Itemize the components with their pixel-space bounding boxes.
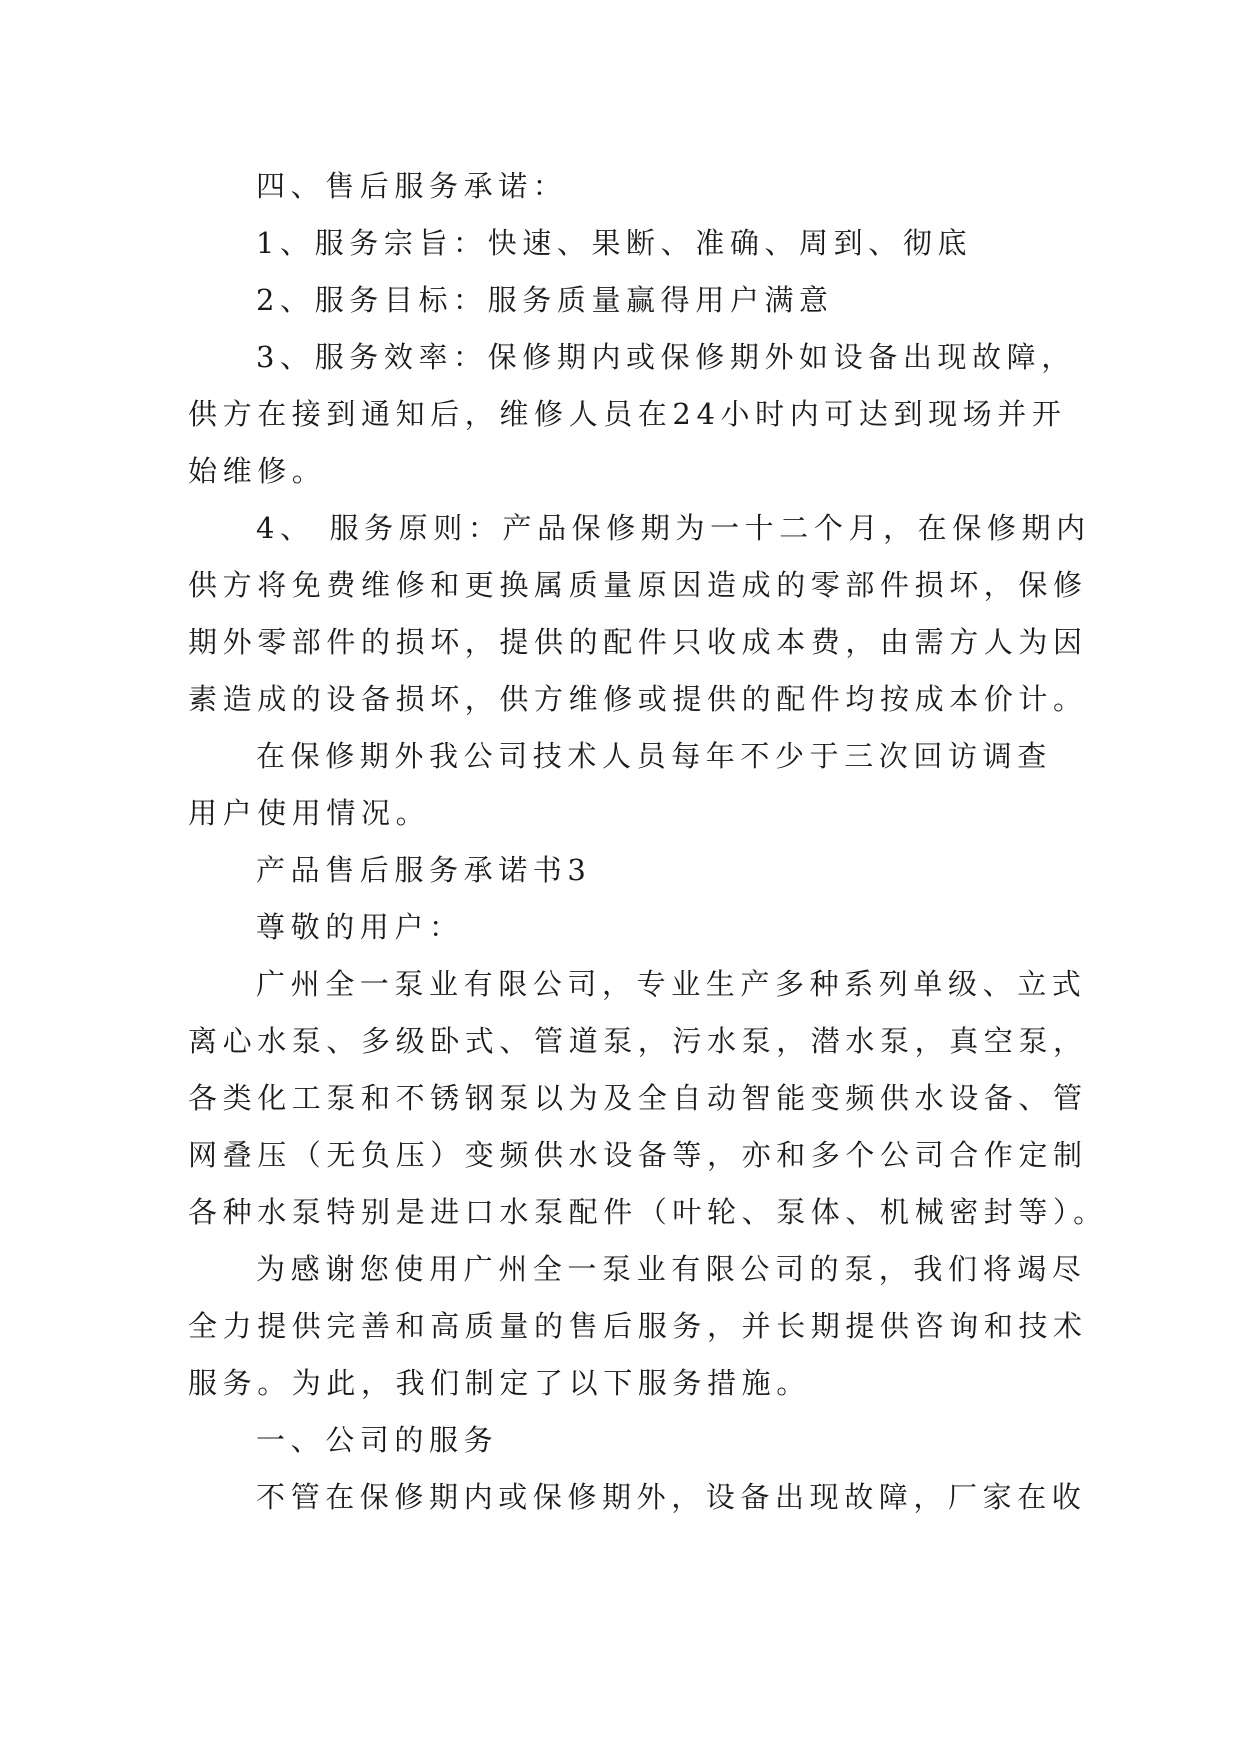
paragraph-line: 期外零部件的损坏，提供的配件只收成本费，由需方人为因 bbox=[188, 625, 1088, 659]
paragraph-line: 不管在保修期内或保修期外，设备出现故障，厂家在收 bbox=[256, 1480, 1087, 1514]
paragraph-line: 1、服务宗旨：快速、果断、准确、周到、彻底 bbox=[256, 226, 973, 260]
paragraph-line: 3、服务效率：保修期内或保修期外如设备出现故障， bbox=[256, 340, 1076, 374]
paragraph-line: 广州全一泵业有限公司，专业生产多种系列单级、立式 bbox=[256, 967, 1087, 1001]
paragraph-line: 用户使用情况。 bbox=[188, 796, 431, 830]
salutation: 尊敬的用户： bbox=[256, 910, 464, 944]
paragraph-line: 始维修。 bbox=[188, 454, 327, 488]
paragraph-line: 服务。为此，我们制定了以下服务措施。 bbox=[188, 1366, 811, 1400]
paragraph-line: 4、 服务原则：产品保修期为一十二个月，在保修期内 bbox=[256, 511, 1091, 545]
paragraph-line: 全力提供完善和高质量的售后服务，并长期提供咨询和技术 bbox=[188, 1309, 1088, 1343]
paragraph-line: 素造成的设备损坏，供方维修或提供的配件均按成本价计。 bbox=[188, 682, 1088, 716]
paragraph-line: 各种水泵特别是进口水泵配件（叶轮、泵体、机械密封等）。 bbox=[188, 1195, 1108, 1229]
paragraph-line: 在保修期外我公司技术人员每年不少于三次回访调查 bbox=[256, 739, 1052, 773]
paragraph-line: 离心水泵、多级卧式、管道泵，污水泵，潜水泵，真空泵， bbox=[188, 1024, 1088, 1058]
paragraph-line: 供方将免费维修和更换属质量原因造成的零部件损坏，保修 bbox=[188, 568, 1088, 602]
document-title: 产品售后服务承诺书3 bbox=[256, 853, 592, 887]
paragraph-line: 网叠压（无负压）变频供水设备等，亦和多个公司合作定制 bbox=[188, 1138, 1088, 1172]
section-heading-after-sales: 四、售后服务承诺： bbox=[256, 169, 568, 203]
section-heading-company-service: 一、公司的服务 bbox=[256, 1423, 499, 1457]
paragraph-line: 为感谢您使用广州全一泵业有限公司的泵，我们将竭尽 bbox=[256, 1252, 1087, 1286]
paragraph-line: 各类化工泵和不锈钢泵以为及全自动智能变频供水设备、管 bbox=[188, 1081, 1088, 1115]
paragraph-line: 供方在接到通知后，维修人员在24小时内可达到现场并开 bbox=[188, 397, 1067, 431]
paragraph-line: 2、服务目标：服务质量赢得用户满意 bbox=[256, 283, 834, 317]
